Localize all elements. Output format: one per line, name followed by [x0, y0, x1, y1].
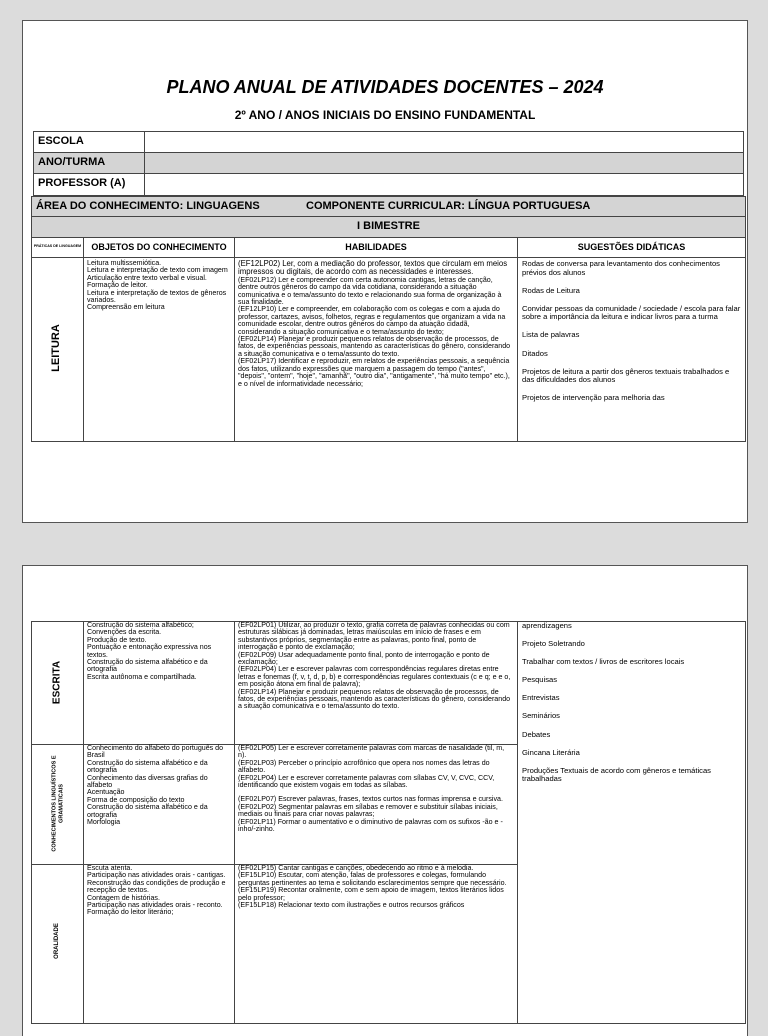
conhecimentos-habilidade: (EF02LP04) Ler e escrever corretamente palavras com sílabas CV, V, CVC, CCV, identificando que existem vogais em todas as sílabas.	[238, 773, 495, 790]
header-objetos	[83, 237, 235, 258]
leitura-habilidade: (EF12LP10) Ler e compreender, em colaboração com os colegas e com a ajuda do professor, cartazes, avisos, folhetos, regras e regulamentos que organizam a vida na comunidade escolar, dentre outros gêneros do campo da atuação cidadã, considerando a situação comunicativa e o tema/assunto do texto;	[238, 305, 506, 336]
bimestre-row	[31, 216, 746, 238]
escola-label-cell	[33, 131, 145, 153]
professor-label: PROFESSOR (A)	[38, 177, 126, 189]
conhecimentos-habilidade: (EF02LP07) Escrever palavras, frases, textos curtos nas formas imprensa e cursiva.	[238, 795, 503, 804]
sugestao-item: aprendizagens	[522, 621, 572, 630]
page-2	[22, 565, 748, 1036]
conhecimentos-objeto: Construção do sistema alfabético e da ortografia	[87, 758, 208, 775]
header-habilidades-text: HABILIDADES	[345, 242, 407, 252]
leitura-objeto: Articulação entre texto verbal e visual.	[87, 273, 207, 282]
escrita-objeto: Pontuação e entonação expressiva nos textos.	[87, 643, 212, 659]
leitura-habilidade: (EF12LP02) Ler, com a mediação do professor, textos que circulam em meios impressos ou digitais, de acordo com as necessidades e interesses.	[238, 259, 508, 277]
escrita-habilidade: (EF02LP04) Ler e escrever palavras com correspondências regulares diretas entre letras e fonemas (f, v, t, d, p, b) e correspondências regulares contextuais (c e q; e e o, em posição átona em final de palavra);	[238, 665, 511, 689]
header-sugestoes-text: SUGESTÕES DIDÁTICAS	[577, 242, 686, 252]
escrita-habilidade: (EF02LP14) Planejar e produzir pequenos relatos de observação de processos, de fatos, de experiências pessoais, mantendo as características do gênero, considerando a situação comunicativa e o tema/assunto do texto.	[238, 687, 511, 711]
oralidade-habilidade: (EF15LP18) Relacionar texto com ilustrações e outros recursos gráficos	[238, 901, 465, 910]
escrita-objeto: Produção de texto.	[87, 635, 147, 644]
escrita-habilidade: (EF02LP01) Utilizar, ao produzir o texto, grafia correta de palavras conhecidas ou com estruturas silábicas já dominadas, letras maiúsculas em início de frases e em substantivos próprios, segmentação entre as palavras, ponto final, ponto de interrogação e ponto de exclamação;	[238, 621, 510, 652]
ano-turma-field[interactable]	[144, 152, 744, 174]
page-1	[22, 20, 748, 523]
sugestao-item: Pesquisas	[522, 675, 558, 685]
sugestao-item: Trabalhar com textos / livros de escritores locais	[522, 657, 685, 667]
escrita-objeto: Escrita autônoma e compartilhada.	[87, 672, 197, 681]
sugestao-item: Gincana Literária	[522, 747, 580, 757]
oralidade-habilidade: (EF15LP19) Recontar oralmente, com e sem apoio de imagem, textos literários lidos pelo professor;	[238, 886, 504, 902]
sugestao-item: Seminários	[522, 711, 560, 721]
area-label: ÁREA DO CONHECIMENTO: LINGUAGENS	[36, 200, 260, 212]
leitura-objeto: Formação de leitor.	[87, 281, 148, 290]
leitura-habilidade: (EF02LP14) Planejar e produzir pequenos relatos de observação de processos, de fatos, de experiências pessoais, mantendo as características do gênero, considerando a situação comunicativa e o tema/assunto do texto.	[238, 335, 511, 358]
oralidade-objeto: Participação nas atividades orais - reconto.	[87, 901, 223, 910]
sugestao-item: Projetos de intervenção para melhoria das	[522, 393, 665, 403]
conhecimentos-habilidade: (EF02LP02) Segmentar palavras em sílabas e remover e substituir sílabas iniciais, mediais ou finais para criar novas palavras;	[238, 802, 498, 819]
header-praticas	[31, 237, 84, 258]
conhecimentos-objeto: Morfologia	[87, 818, 121, 827]
conhecimentos-pratica-label: CONHECIMENTOS LINGUÍSTICOS E GRAMATICAIS	[51, 755, 64, 852]
escrita-pratica-label: ESCRITA	[51, 660, 63, 705]
conhecimentos-habilidade: (EF02LP03) Perceber o princípio acrofônico que opera nos nomes das letras do alfabeto.	[238, 758, 490, 775]
conhecimentos-habilidades-cell	[234, 744, 518, 865]
conhecimentos-objeto: Conhecimento das diversas grafias do alfabeto	[87, 773, 208, 790]
leitura-objetos-cell	[83, 257, 235, 442]
header-habilidades	[234, 237, 518, 258]
oralidade-pratica-cell	[31, 864, 84, 1024]
conhecimentos-objeto: Acentuação	[87, 788, 125, 797]
bimestre-label: I BIMESTRE	[357, 220, 420, 232]
escola-field[interactable]	[144, 131, 744, 153]
page-subtitle: 2º ANO / ANOS INICIAIS DO ENSINO FUNDAMENTAL	[234, 108, 536, 122]
oralidade-objetos-cell	[83, 864, 235, 1024]
leitura-habilidade: (EF02LP12) Ler e compreender com certa autonomia cantigas, letras de canção, dentre outros gêneros do campo da vida cotidiana, considerando a situação comunicativa e o tema/assunto do texto e relacionando sua forma de organização à sua finalidade.	[238, 275, 502, 307]
sugestao-item: Projetos de leitura a partir dos gêneros textuais trabalhados e das dificuldades dos alunos	[522, 366, 730, 385]
ano-turma-label-cell	[33, 152, 145, 174]
conhecimentos-objeto: Construção do sistema alfabético e da ortografia	[87, 803, 208, 819]
ano-turma-label: ANO/TURMA	[38, 156, 106, 168]
oralidade-objeto: Participação nas atividades orais - cantigas.	[87, 871, 226, 880]
escrita-pratica-cell	[31, 621, 84, 745]
header-objetos-text: OBJETOS DO CONHECIMENTO	[91, 242, 227, 252]
escrita-habilidades-cell	[234, 621, 518, 745]
escrita-objeto: Construção do sistema alfabético;	[87, 621, 194, 629]
escrita-habilidade: (EF02LP09) Usar adequadamente ponto final, ponto de interrogação e ponto de exclamação;	[238, 650, 490, 667]
leitura-pratica-label: LEITURA	[50, 324, 62, 372]
conhecimentos-habilidade: (EF02LP05) Ler e escrever corretamente palavras com marcas de nasalidade (til, m, n).	[238, 744, 505, 760]
page-title: PLANO ANUAL DE ATIVIDADES DOCENTES – 2024	[166, 77, 604, 97]
sugestao-item: Lista de palavras	[522, 330, 580, 340]
oralidade-habilidade: (EF15LP10) Escutar, com atenção, falas de professores e colegas, formulando perguntas pertinentes ao tema e solicitando esclarecimentos sempre que necessário.	[238, 871, 507, 887]
header-sugestoes	[517, 237, 746, 258]
area-row	[31, 196, 746, 217]
conhecimentos-habilidade: (EF02LP11) Formar o aumentativo e o diminutivo de palavras com os sufixos -ão e -inho/-zinho.	[238, 817, 503, 834]
escrita-objeto: Construção do sistema alfabético e da ortografia	[87, 658, 208, 674]
sugestoes-cell-2	[517, 621, 746, 1024]
header-praticas-text: PRÁTICAS DE LINGUAGEM	[33, 244, 82, 248]
oralidade-objeto: Contagem de histórias.	[87, 893, 160, 902]
sugestao-item: Produções Textuais de acordo com gêneros e temáticas trabalhadas	[522, 765, 711, 784]
conhecimentos-objeto: Conhecimento do alfabeto do português do Brasil	[87, 744, 224, 760]
leitura-habilidades-cell	[234, 257, 518, 442]
professor-field[interactable]	[144, 173, 744, 196]
sugestao-item: Ditados	[522, 348, 548, 358]
conhecimentos-objeto: Forma de composição do texto	[87, 795, 185, 804]
leitura-objeto: Leitura e interpretação de textos de gêneros variados.	[87, 288, 227, 305]
componente-label: COMPONENTE CURRICULAR: LÍNGUA PORTUGUESA	[306, 200, 591, 212]
leitura-habilidade: (EF02LP17) Identificar e reproduzir, em relatos de experiências pessoais, a sequência dos fatos, utilizando expressões que marquem a passagem do tempo ("antes", "depois", "ontem", "hoje", "amanhã", "outro dia", "antigamente", "há muito tempo" etc.), e o nível de informatividade necessário;	[238, 357, 510, 388]
oralidade-objeto: Escuta atenta.	[87, 864, 133, 872]
oralidade-pratica-label: ORALIDADE	[54, 923, 60, 959]
leitura-objeto: Leitura multissemiótica.	[87, 259, 162, 267]
oralidade-objeto: Formação do leitor literário;	[87, 908, 174, 917]
sugestao-item: Convidar pessoas da comunidade / sociedade / escola para falar sobre a importância da leitura e indicar livros para a turma	[522, 303, 741, 322]
sugestao-item: Entrevistas	[522, 693, 560, 703]
conhecimentos-pratica-cell	[31, 744, 84, 865]
professor-label-cell	[33, 173, 145, 196]
escola-label: ESCOLA	[38, 135, 84, 147]
sugestao-item: Rodas de Leitura	[522, 285, 580, 295]
sugestao-item: Debates	[522, 729, 551, 739]
escrita-objeto: Convenções da escrita.	[87, 628, 162, 637]
sugestoes-cell-1	[517, 257, 746, 442]
oralidade-habilidade: (EF02LP15) Cantar cantigas e canções, obedecendo ao ritmo e à melodia.	[238, 864, 474, 872]
leitura-pratica-cell	[31, 257, 84, 442]
leitura-objeto: Compreensão em leitura	[87, 303, 165, 312]
oralidade-objeto: Reconstrução das condições de produção e recepção de textos.	[87, 878, 226, 895]
oralidade-habilidades-cell	[234, 864, 518, 1024]
escrita-objetos-cell	[83, 621, 235, 745]
leitura-objeto: Leitura e interpretação de texto com imagem	[87, 266, 228, 275]
sugestao-item: Rodas de conversa para levantamento dos conhecimentos prévios dos alunos	[522, 259, 720, 277]
sugestao-item: Projeto Soletrando	[522, 639, 585, 649]
conhecimentos-objetos-cell	[83, 744, 235, 865]
